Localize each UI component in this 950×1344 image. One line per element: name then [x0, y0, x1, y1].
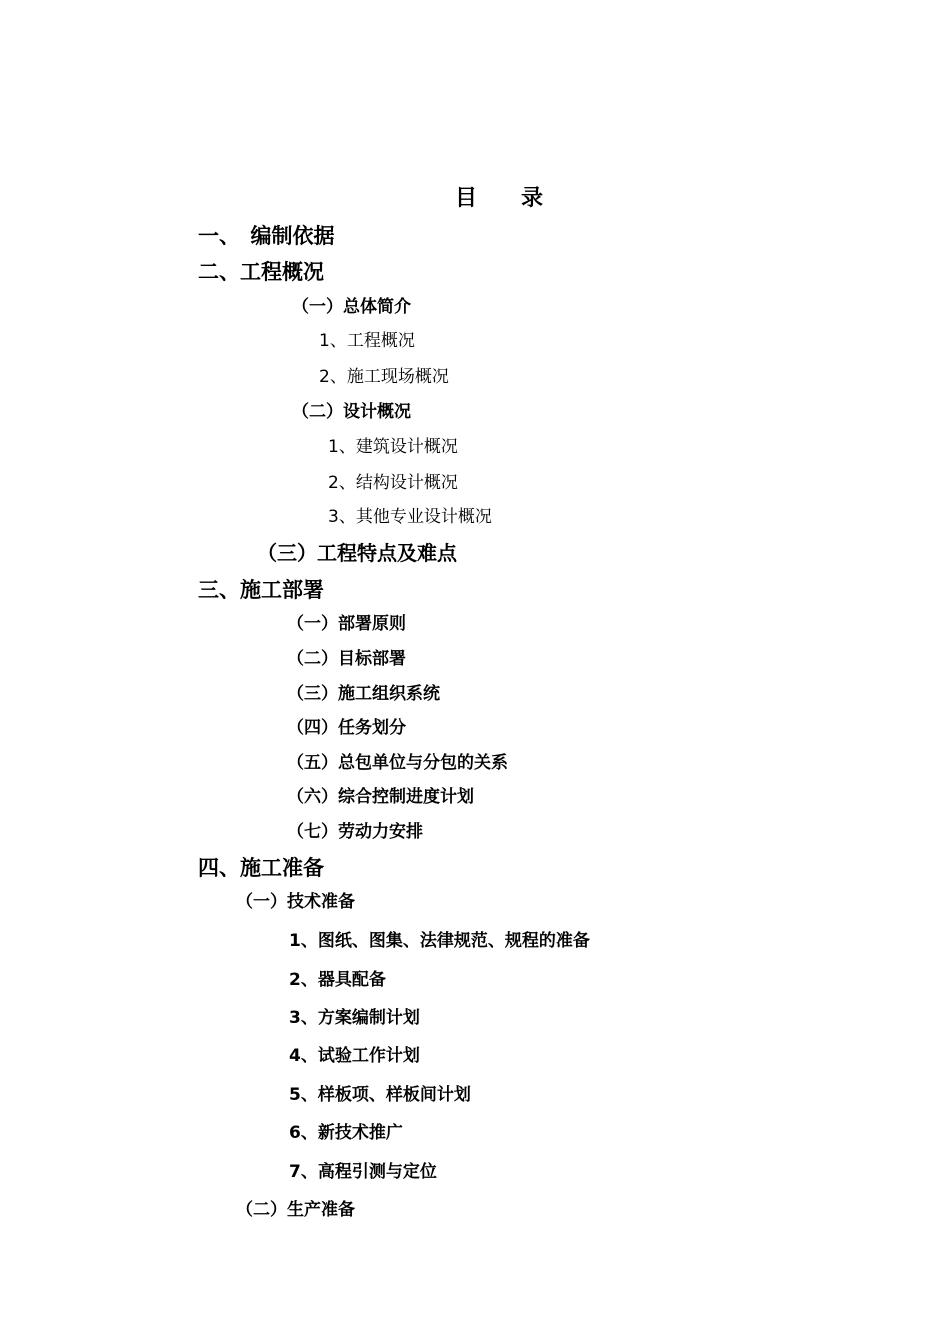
toc-entry: （三）施工组织系统: [287, 684, 440, 704]
toc-entry: （六）综合控制进度计划: [287, 787, 474, 807]
toc-entry: 1、建筑设计概况: [328, 437, 458, 457]
toc-entry: （二）生产准备: [236, 1200, 355, 1220]
toc-entry: （七）劳动力安排: [287, 822, 423, 842]
toc-title: 目 录: [455, 186, 544, 211]
toc-entry: 3、方案编制计划: [289, 1008, 420, 1028]
toc-entry: 二、工程概况: [198, 260, 324, 284]
toc-entry: 5、样板项、样板间计划: [289, 1085, 471, 1105]
toc-entry: （一）总体简介: [292, 297, 411, 317]
toc-entry: 3、其他专业设计概况: [328, 507, 492, 527]
toc-entry: （二）目标部署: [287, 649, 406, 669]
toc-entry: （一）部署原则: [287, 614, 406, 634]
toc-entry: 2、施工现场概况: [319, 367, 449, 387]
toc-entry: （二）设计概况: [292, 402, 411, 422]
toc-entry: 三、施工部署: [198, 578, 324, 602]
toc-entry: （四）任务划分: [287, 718, 406, 738]
toc-entry: 2、器具配备: [289, 970, 386, 990]
toc-entry: 四、施工准备: [198, 856, 324, 880]
toc-entry: 1、图纸、图集、法律规范、规程的准备: [289, 931, 590, 951]
toc-entry: （五）总包单位与分包的关系: [287, 753, 508, 773]
toc-entry: 4、试验工作计划: [289, 1046, 420, 1066]
toc-entry: 2、结构设计概况: [328, 473, 458, 493]
toc-entry: 一、 编制依据: [198, 224, 335, 248]
toc-entry: 7、高程引测与定位: [289, 1162, 437, 1182]
toc-entry: （一）技术准备: [236, 892, 355, 912]
toc-entry: 1、工程概况: [319, 331, 415, 351]
toc-entry: （三）工程特点及难点: [257, 541, 457, 565]
toc-entry: 6、新技术推广: [289, 1123, 403, 1143]
